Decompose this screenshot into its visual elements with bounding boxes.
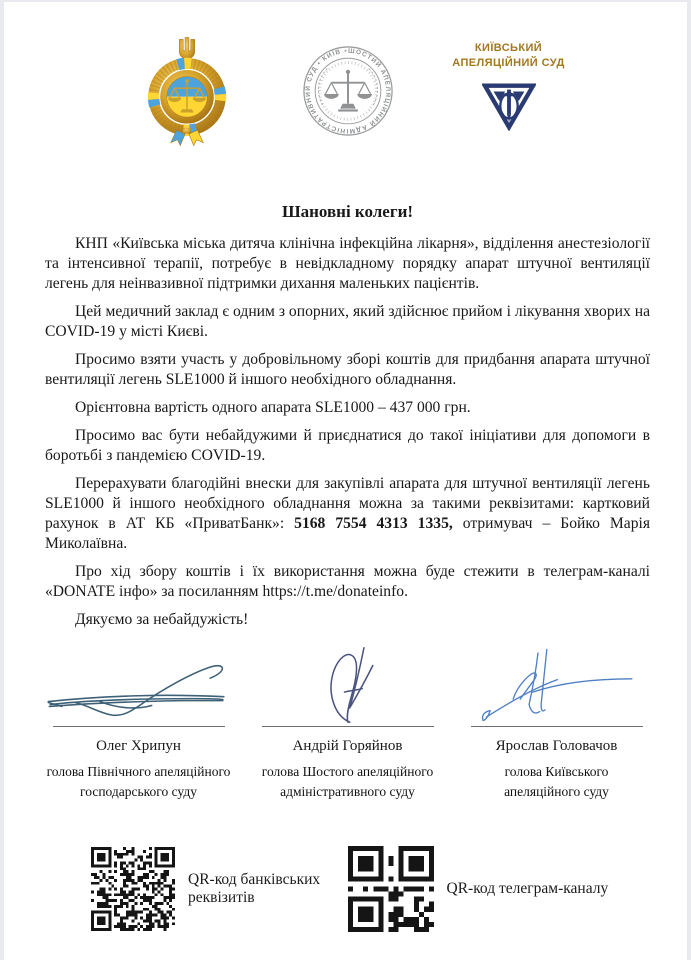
court-seal-icon bbox=[301, 44, 395, 138]
signature-line bbox=[471, 726, 643, 727]
signature-khrypun-icon bbox=[46, 646, 232, 724]
kyiv-appeal-court-title bbox=[452, 41, 564, 71]
signature-line bbox=[53, 726, 225, 727]
paragraph: Про хід збору коштів і їх використання можна буде стежити в телеграм-каналі «DONATE інфо» за посиланням https://t.me/donateinfo. bbox=[45, 563, 650, 600]
signature-horiainov-icon bbox=[288, 646, 408, 724]
paragraph: Просимо взяти участь у добровільному зборі коштів для придбання апарата штучної вентиляції легень SLE1000 й іншого необхідного обладнання. bbox=[45, 351, 650, 388]
signature-line bbox=[262, 726, 434, 727]
signature-col-holovachov bbox=[463, 646, 650, 802]
signature-holovachov-icon bbox=[469, 646, 645, 724]
signer-title: голова Шостого апеляційного адміністративного суду bbox=[261, 764, 434, 799]
kyiv-appeal-court-logo bbox=[428, 32, 589, 166]
qr-telegram-label: QR-код телеграм-каналу bbox=[446, 880, 609, 897]
signer-title: голова Північного апеляційного господарського суду bbox=[46, 764, 231, 799]
signer-name: Ярослав Головачов bbox=[495, 738, 618, 754]
paragraph: Дякуємо за небайдужість! bbox=[75, 611, 249, 628]
sixth-administrative-court-seal-icon bbox=[267, 32, 428, 178]
north-commercial-court-emblem-icon bbox=[106, 32, 267, 166]
signature-block bbox=[45, 646, 650, 802]
gold-wreath-emblem-icon bbox=[144, 32, 230, 152]
kyiv-appeal-court-triangle-icon bbox=[482, 79, 536, 131]
signer-name: Олег Хрипун bbox=[96, 738, 181, 754]
signer-name: Андрій Горяйнов bbox=[292, 738, 403, 754]
qr-section bbox=[45, 846, 650, 932]
letter-title: Шановні колеги! bbox=[281, 202, 414, 221]
qr-code-telegram-icon bbox=[348, 846, 434, 932]
paragraph: Цей медичний заклад є одним з опорних, який здійснює прийом і лікування хворих на COVID-19 у місті Києві. bbox=[45, 303, 650, 340]
signature-col-horiainov bbox=[254, 646, 441, 802]
qr-bank-label: QR-код банківських реквізитів bbox=[188, 871, 321, 906]
paragraph: Просимо вас бути небайдужими й приєднатися до такої ініціативи для допомоги в боротьбі з пандемією COVID-19. bbox=[45, 427, 650, 464]
signer-title: голова Київського апеляційного суду bbox=[504, 764, 609, 799]
kac-line-2: АПЕЛЯЦІЙНИЙ СУД bbox=[452, 57, 565, 69]
letter-page bbox=[4, 2, 687, 960]
seal-circular-text: ШОСТИЙ АПЕЛЯЦІЙНИЙ АДМІНІСТРАТИВНИЙ СУД • КИЇВ • bbox=[304, 47, 391, 135]
logos-row bbox=[45, 32, 650, 178]
qr-code-bank-icon bbox=[91, 847, 175, 931]
kac-line-1: КИЇВСЬКИЙ bbox=[474, 42, 543, 54]
qr-group-telegram bbox=[348, 846, 651, 932]
paragraph: КНП «Київська міська дитяча клінічна інфекційна лікарня», відділення анестезіології та інтенсивної терапії, потребує в невідкладному порядку апарат штучної вентиляції легень для неінвазивної підтримки дихання маленьких пацієнтів. bbox=[45, 235, 650, 292]
qr-group-bank bbox=[45, 846, 348, 932]
signature-col-khrypun bbox=[45, 646, 232, 802]
letter-body bbox=[45, 234, 650, 630]
paragraph: Орієнтовна вартість одного апарата SLE1000 – 437 000 грн. bbox=[75, 399, 471, 416]
paragraph: Перерахувати благодійні внески для закупівлі апарата для штучної вентиляції легень SLE1000 й іншого необхідного обладнання можна за такими реквізитами: картковий рахунок в АТ КБ «ПриватБанк»: 5168 7554 4313 1335, отримувач – Бойко Марія Миколаївна. bbox=[45, 475, 650, 552]
